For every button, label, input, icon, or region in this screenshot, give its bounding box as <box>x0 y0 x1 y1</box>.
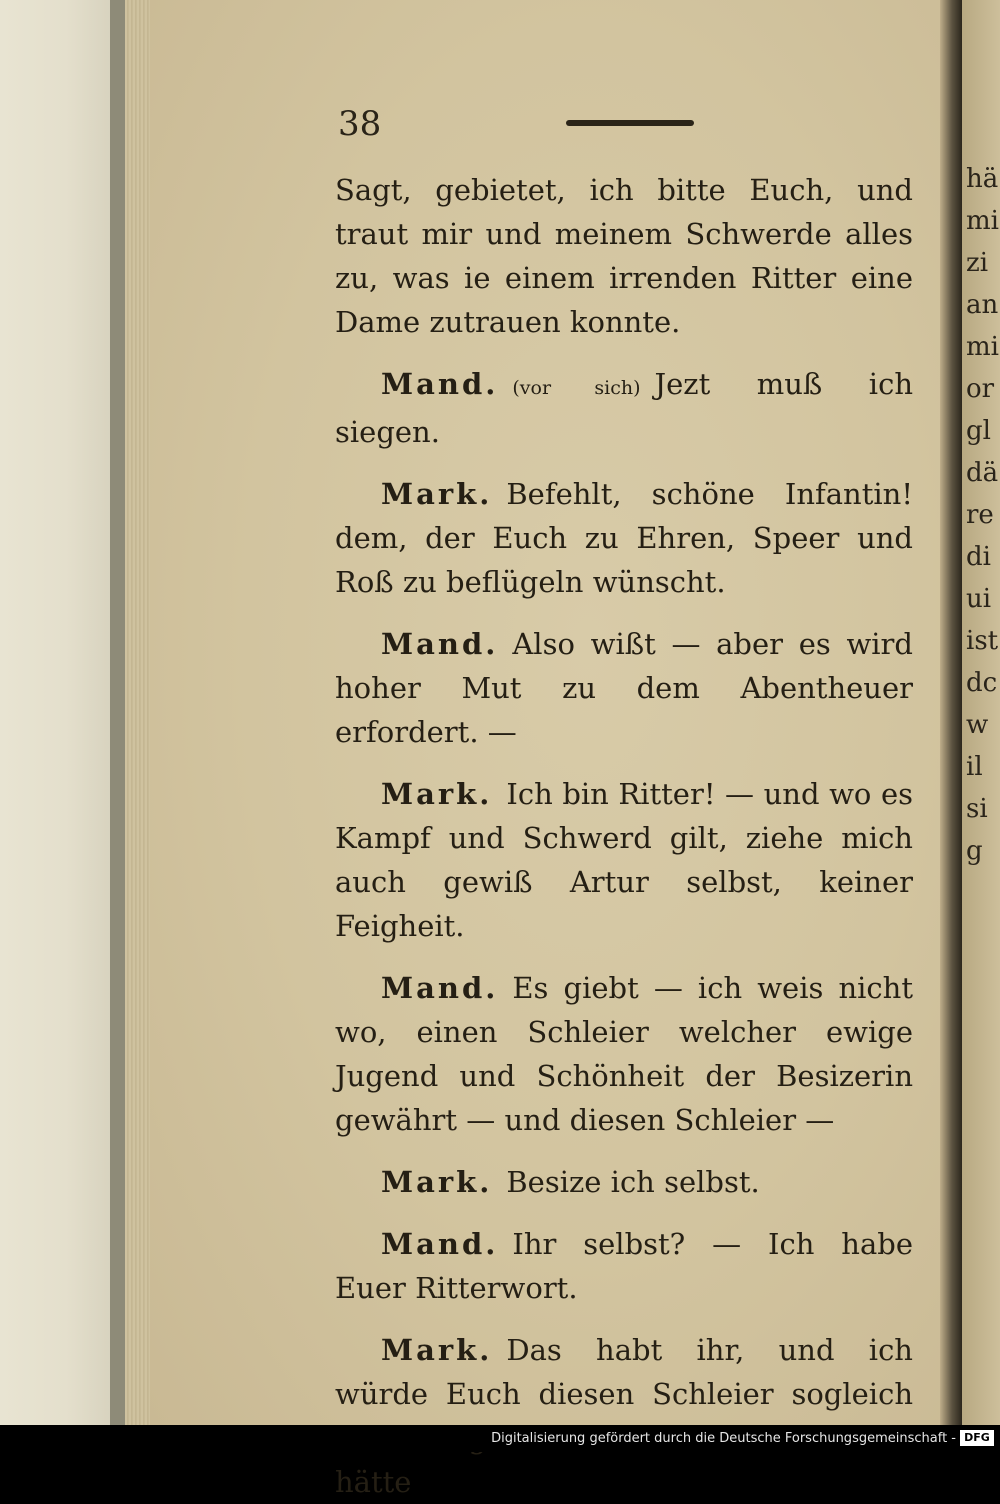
facing-page-fragment: re <box>966 500 994 530</box>
facing-page-fragment: il <box>966 752 983 782</box>
page-number: 38 <box>338 104 382 144</box>
paragraph-text: Besize ich selbst. <box>506 1165 760 1199</box>
facing-page-fragment: an <box>966 290 999 320</box>
facing-page-fragment: hä <box>966 164 999 194</box>
facing-page-fragment: mi <box>966 332 999 362</box>
page-stack-edge <box>125 0 150 1425</box>
speaker-name: Mand. <box>381 367 499 401</box>
paragraph-text: Sagt, gebietet, ich bitte Euch, und traut mir und meinem Schwerde alles zu, was ie einem irrenden Ritter eine Dame zutrauen konnte. <box>335 173 913 339</box>
paragraph <box>335 622 913 754</box>
paragraph-text: Es giebt — ich weis nicht wo, einen Schleier welcher ewige Jugend und Schönheit der Besizerin gewährt — und diesen Schleier — <box>335 971 913 1137</box>
paragraph-text: Jezt muß ich siegen. <box>335 367 914 449</box>
catchword: hätte <box>335 1465 412 1499</box>
stage-direction: (vor sich) <box>512 377 641 399</box>
facing-page-edge <box>962 0 1000 1425</box>
facing-page-fragment: w <box>966 710 989 740</box>
speaker-name: Mand. <box>381 971 499 1005</box>
left-cover-edge <box>0 0 110 1425</box>
funding-credit: Digitalisierung gefördert durch die Deutsche Forschungsgemeinschaft - <box>491 1431 956 1446</box>
facing-page-fragment: gl <box>966 416 991 446</box>
paragraph <box>335 168 913 344</box>
footer-bar <box>0 1425 1000 1452</box>
dfg-logo: DFG <box>960 1430 994 1446</box>
speaker-name: Mand. <box>381 1227 499 1261</box>
facing-page-fragment: ist <box>966 626 999 656</box>
speaker-name: Mand. <box>381 627 499 661</box>
facing-page-fragment: or <box>966 374 995 404</box>
facing-page-fragment: dc <box>966 668 998 698</box>
facing-page-fragment: di <box>966 542 991 572</box>
paragraph <box>335 362 913 454</box>
facing-page-fragment: si <box>966 794 988 824</box>
speaker-name: Mark. <box>381 1165 493 1199</box>
page-text <box>335 168 913 1504</box>
paragraph <box>335 472 913 604</box>
paragraph <box>335 1160 913 1204</box>
paragraph <box>335 772 913 948</box>
facing-page-fragment: zi <box>966 248 989 278</box>
paragraph <box>335 966 913 1142</box>
facing-page-fragment: mi <box>966 206 999 236</box>
facing-page-fragment: dä <box>966 458 999 488</box>
speaker-name: Mark. <box>381 777 493 811</box>
paragraph-text: Ihr selbst? — Ich habe Euer Ritterwort. <box>335 1227 913 1305</box>
header-rule <box>566 120 694 126</box>
paragraph-text: Das habt ihr, und ich würde Euch diesen Schleier sogleich <box>335 1333 913 1411</box>
facing-page-fragment: ui <box>966 584 992 614</box>
speaker-name: Mark. <box>381 477 493 511</box>
facing-page-fragment: g <box>966 836 983 866</box>
paragraph <box>335 1222 913 1310</box>
book-gutter <box>940 0 962 1425</box>
paragraph-text: Also wißt — aber es wird hoher Mut zu dem Abentheuer erfordert. — <box>335 627 913 749</box>
speaker-name: Mark. <box>381 1333 493 1367</box>
paragraph-text: Befehlt, schöne Infantin! dem, der Euch zu Ehren, Speer und Roß zu beflügeln wünscht. <box>335 477 913 599</box>
paragraph-text: Ich bin Ritter! — und wo es Kampf und Schwerd gilt, ziehe mich auch gewiß Artur selbst, keiner Feigheit. <box>335 777 913 943</box>
